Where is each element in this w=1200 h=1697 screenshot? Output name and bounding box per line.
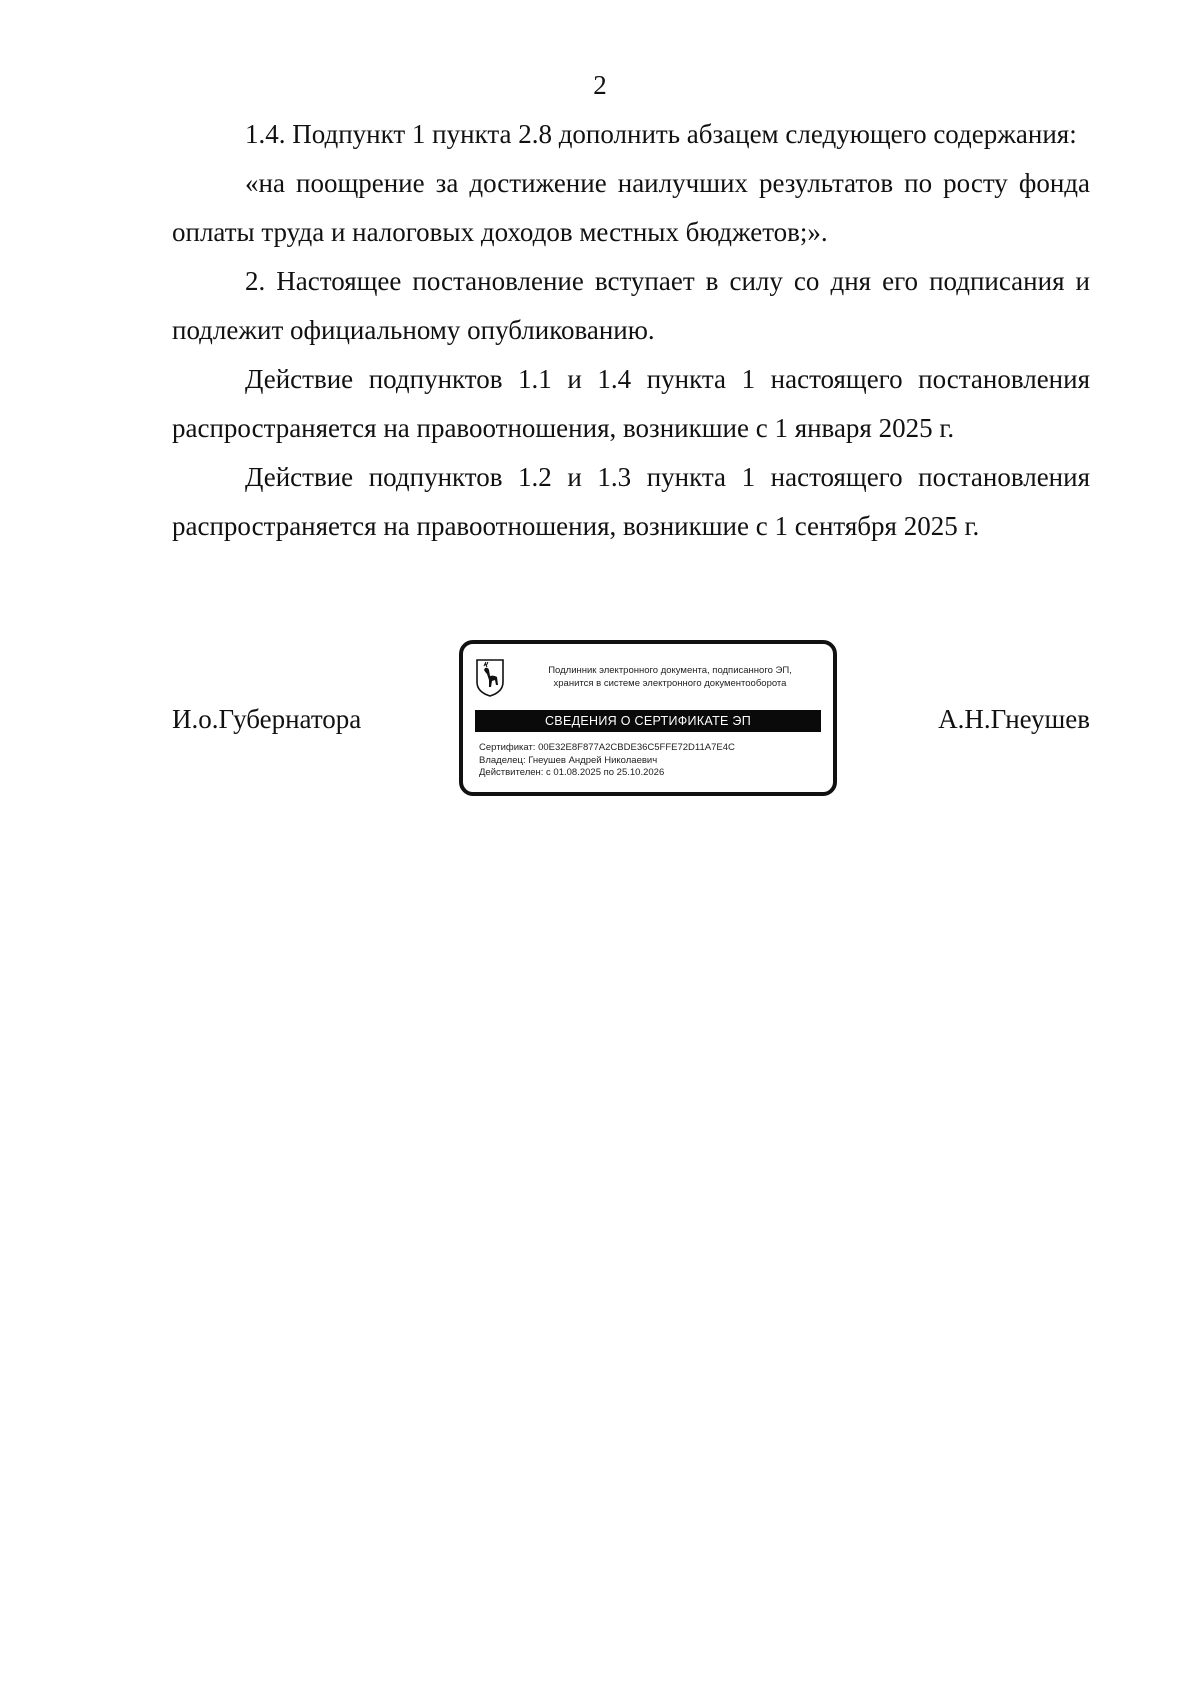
document-body xyxy=(172,110,1090,551)
paragraph-1-4: 1.4. Подпункт 1 пункта 2.8 дополнить абзацем следующего содержания: xyxy=(245,119,1077,149)
deer-coat-of-arms-icon xyxy=(475,658,505,698)
stamp-header-line-2: хранится в системе электронного документооборота xyxy=(553,678,787,689)
certificate-number: Сертификат: 00E32E8F877A2CBDE36C5FFE72D11A7E4C xyxy=(479,742,735,753)
stamp-title-bar: СВЕДЕНИЯ О СЕРТИФИКАТЕ ЭП xyxy=(475,710,821,732)
stamp-header-line-1: Подлинник электронного документа, подписанного ЭП, xyxy=(548,665,792,676)
certificate-owner: Владелец: Гнеушев Андрей Николаевич xyxy=(479,754,658,766)
certificate-validity: Действителен: с 01.08.2025 по 25.10.2026 xyxy=(479,767,665,778)
paragraph-2: 2. Настоящее постановление вступает в силу со дня его подписания и подлежит официальному опубликованию. xyxy=(172,266,1090,345)
paragraph-effect-2: Действие подпунктов 1.2 и 1.3 пункта 1 настоящего постановления распространяется на правоотношения, возникшие с 1 сентября 2025 г. xyxy=(172,462,1090,541)
page-number: 2 xyxy=(593,70,607,100)
stamp-header xyxy=(515,664,825,690)
signer-name: А.Н.Гнеушев xyxy=(938,704,1090,734)
stamp-details xyxy=(479,742,735,780)
signer-title: И.о.Губернатора xyxy=(172,704,362,734)
signature-block xyxy=(172,640,1090,806)
electronic-signature-stamp xyxy=(459,640,837,796)
paragraph-effect-1: Действие подпунктов 1.1 и 1.4 пункта 1 настоящего постановления распространяется на правоотношения, возникшие с 1 января 2025 г. xyxy=(172,364,1090,443)
paragraph-quote: «на поощрение за достижение наилучших результатов по росту фонда оплаты труда и налоговых доходов местных бюджетов;». xyxy=(172,168,1090,247)
